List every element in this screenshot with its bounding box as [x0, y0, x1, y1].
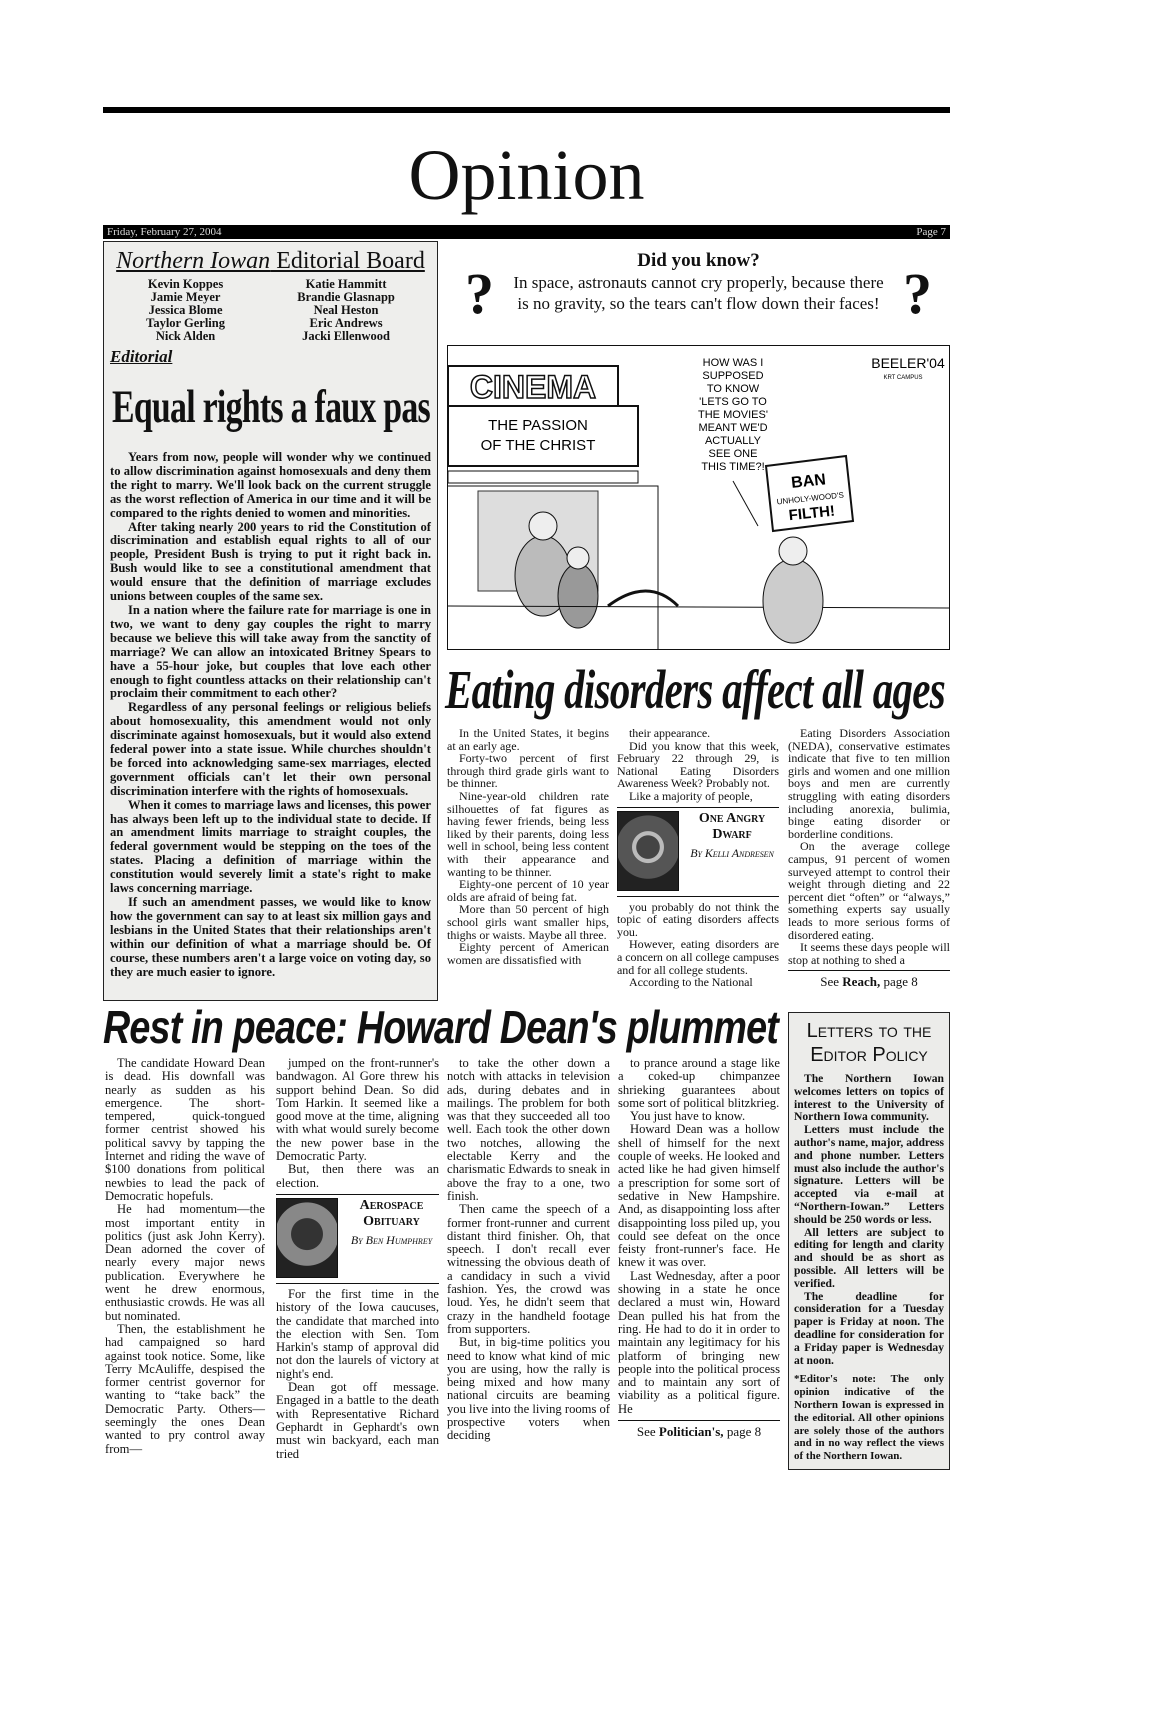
- board-member: Jessica Blome: [148, 303, 223, 317]
- paragraph: Years from now, people will wonder why we continued to allow discrimination against homosexuals and deny them the right to marry. We'll look back on the current struggle as the worst reflection of America in our time and it will be compared to the rights denied to women and minorities.: [110, 450, 431, 520]
- paragraph: Did you know that this week, February 22 through 29, is National Eating Disorders Awareness Week? Probably not.: [617, 738, 779, 791]
- paragraph: The candidate Howard Dean is dead. His downfall was nearly as sudden as his emergence. The short-tempered, quick-tongued former centrist showed his political savvy by tapping the Internet and riding the wave of $100 donations from political newbies to lead the pack of Democratic hopefuls.: [105, 1056, 265, 1203]
- paragraph: Regardless of any personal feelings or religious beliefs about homosexuality, this amendment would not only discriminate against homosexuals, but it would also extend federal power into a state issue. While churches shouldn't be forced into acknowledging same-sex marriages, elected government officials can't let their own personal discrimination interfere with the rights of homosexuals.: [110, 700, 431, 798]
- date-bar: [103, 225, 950, 239]
- columnist-photo: [276, 1198, 338, 1278]
- editorial-body: [110, 451, 431, 979]
- letters-policy-body: [794, 1073, 944, 1367]
- byline: By Kelli Andresen: [690, 845, 774, 860]
- jump-line-politicians[interactable]: [618, 1420, 780, 1439]
- paragraph: For the first time in the history of the Iowa caucuses, the candidate that marched into the election with Sen. Tom Harkin's stamp of approval did not don the laurels of victory at night's end.: [276, 1286, 439, 1381]
- cartoon-speech: [698, 357, 768, 473]
- cartoon-drawing: [448, 346, 950, 650]
- speech-line: THE MOVIES': [698, 409, 768, 421]
- question-mark-icon: ?: [465, 261, 494, 326]
- eating-column-2-top: [617, 727, 779, 803]
- editorial-cartoon: [447, 345, 950, 650]
- column-name: [685, 811, 779, 893]
- editors-note: *Editor's note: The only opinion indicative of the Northern Iowan is expressed in the editorial. All other opinions are solely those of the authors and in no way reflect the views of the Northern Iowan.: [794, 1373, 944, 1463]
- sign-line1: BAN: [790, 471, 827, 492]
- column-title: Aerospace Obituary: [359, 1197, 424, 1229]
- jump-name: Politician's,: [658, 1424, 724, 1440]
- paragraph: Last Wednesday, after a poor showing in a state he once declared a must win, Howard Dean pulled his hat from the ring. He had to do it in order to maintain any legitimacy for his platform of bringing new people into the political process and to maintain any sort of viability as a political figure. He: [618, 1268, 780, 1416]
- paragraph: to prance around a stage like a coked-up chimpanzee shrieking guarantees about some sort of political blitzkrieg.: [618, 1056, 780, 1110]
- cartoon-signature: BEELER'04: [871, 355, 945, 371]
- dean-column-1: [105, 1057, 265, 1456]
- letters-policy-box: [788, 1012, 950, 1470]
- paragraph: In the United States, it begins at an early age.: [447, 726, 609, 753]
- paragraph: to take the other down a notch with attacks in television ads, during debates and in mailings. The problem for both was that they succeeded all too well. Each took the other down two notches, allowing the electable Kerry and the charismatic Edwards to sneak in above the fray to a one, two finish.: [447, 1056, 610, 1203]
- paragraph: After taking nearly 200 years to rid the Constitution of discrimination and establish equal rights to all of our people, President Bush is trying to put it right back in. Bush would like to see a constitutional amendment that would ensure that the definition of marriage excludes unions between couples of the same sex.: [110, 519, 431, 604]
- paragraph: On the average college campus, 91 percent of women surveyed attempt to control their weight through dieting and 22 percent diet “often” or “always,” something experts say usually leads to more serious forms of disordered eating.: [788, 839, 950, 942]
- paragraph: you probably do not think the topic of eating disorders affects you.: [617, 899, 779, 939]
- paper-name: Northern Iowan: [116, 248, 271, 274]
- columnist-photo: [617, 811, 679, 891]
- eating-disorders-headline: Eating disorders affect all ages: [445, 659, 945, 720]
- eating-column-3: [788, 727, 950, 989]
- paragraph: Eighty percent of American women are dissatisfied with: [447, 940, 609, 967]
- paragraph: Eighty-one percent of 10 year olds are afraid of being fat.: [447, 877, 609, 904]
- paragraph: The Northern Iowan welcomes letters on topics of interest to the University of Northern Iowa community.: [794, 1072, 944, 1124]
- paragraph: It seems these days people will stop at nothing to shed a: [788, 940, 950, 967]
- sign-line3: FILTH!: [787, 502, 836, 525]
- question-mark-icon: ?: [903, 261, 932, 326]
- editorial-board-list: [110, 278, 431, 343]
- jump-name: Reach,: [842, 974, 881, 990]
- section-title: Opinion: [408, 135, 645, 215]
- board-member: Eric Andrews: [309, 316, 383, 330]
- speech-line: SUPPOSED: [702, 370, 764, 382]
- speech-line: THIS TIME?!: [701, 461, 765, 473]
- paragraph: Like a majority of people,: [629, 788, 753, 803]
- paragraph: Nine-year-old children rate silhouettes of fat figures as having fewer friends, being less liked by their parents, doing less well in school, being less content with their appearance and wanting to be thinner.: [447, 788, 609, 879]
- paragraph: Then came the speech of a former front-runner and current distant third finisher. Oh, that speech. I don't recall ever witnessing the obvious death of a candidacy in such a vivid fashion. Yes, the crowd was loud. Yes, he didn't seem that crazy in the handheld footage from supporters.: [447, 1202, 610, 1336]
- paragraph: You just have to know.: [630, 1109, 746, 1124]
- did-you-know-fact: In space, astronauts cannot cry properly, because there is no gravity, so the tears can't flow down their faces!: [513, 273, 884, 313]
- editorial-headline: Equal rights a faux pas: [112, 381, 430, 433]
- cartoon-movie-line1: THE PASSION: [488, 417, 588, 434]
- paragraph: All letters are subject to editing for length and clarity and should be as short as possible. All letters will be verified.: [794, 1225, 944, 1290]
- column-header-box: [276, 1194, 439, 1284]
- issue-date: Friday, February 27, 2004: [107, 226, 222, 238]
- speech-line: ACTUALLY: [704, 435, 762, 447]
- column-title: One Angry Dwarf: [698, 810, 766, 842]
- dean-column-4-text: [618, 1057, 780, 1416]
- board-member: Neal Heston: [313, 303, 379, 317]
- speech-line: TO KNOW: [706, 383, 760, 395]
- eating-column-1: [447, 727, 609, 966]
- jump-line-reach[interactable]: [788, 970, 950, 989]
- speech-line: HOW WAS I: [702, 357, 764, 369]
- board-right: [297, 278, 395, 343]
- board-member: Jamie Meyer: [150, 290, 221, 304]
- paragraph: However, eating disorders are a concern on all college campuses and for all college students.: [617, 937, 779, 977]
- board-title-text: Editorial Board: [270, 248, 425, 274]
- paragraph: Howard Dean was a hollow shell of himself for the next couple of weeks. He looked and acted like he had given himself a prescription for some sort of sedative in New Hampshire. And, as disappointing loss after disappointing loss piled up, you could see defeat on the once feisty front-runner's face. He knew it was over.: [618, 1122, 780, 1270]
- paragraph: The deadline for consideration for a Tuesday paper is Friday at noon. The deadline for consideration for a Friday paper is Wednesday at noon.: [794, 1289, 944, 1367]
- dean-column-3: [447, 1057, 610, 1443]
- speech-line: SEE ONE: [708, 448, 758, 460]
- column-name: [344, 1198, 439, 1280]
- byline: By Ben Humphrey: [350, 1232, 433, 1247]
- board-member: Jacki Ellenwood: [302, 329, 390, 343]
- paragraph: If such an amendment passes, we would like to know how the government can say to at least six million gays and lesbians in the United States that their relationships aren't within our definition of what a marriage should be. Of course, these numbers aren't a large voice on voting day, so they are much easier to ignore.: [110, 895, 431, 979]
- board-member: Taylor Gerling: [146, 316, 225, 330]
- eating-column-2: [617, 727, 779, 989]
- eating-column-2-bottom: [617, 901, 779, 989]
- board-member: Brandie Glasnapp: [297, 290, 395, 304]
- dean-column-2-top: [276, 1057, 439, 1190]
- paragraph: According to the National: [629, 975, 753, 990]
- letters-policy-title: Letters to the Editor Policy: [806, 1020, 932, 1066]
- sign-line2: UNHOLY-WOOD'S: [776, 490, 845, 507]
- board-left: [146, 278, 225, 343]
- jump-suffix: page 8: [723, 1424, 762, 1440]
- did-you-know-box: [447, 250, 950, 340]
- paragraph: jumped on the front-runner's bandwagon. Al Gore threw his support behind Dean. So did Tom Harkin. It seemed like a good move at the time, aligning with what would surely become the new power base in the Democratic Party.: [276, 1056, 439, 1164]
- paragraph: Then, the establishment he had campaigned so hard against took notice. Some, like Terry McAuliffe, despised the former centrist governor for wanting to “take back” the Democratic Party. Others—seemingly the ones Dean wanted to pry control away from—: [105, 1321, 265, 1456]
- editorial-box: [103, 241, 438, 1001]
- paragraph: But, in big-time politics you need to know what kind of mic you are using, how the rally is being mixed and how many national circuits are beaming you live into the living rooms of prospective voters when deciding: [447, 1335, 611, 1443]
- board-member: Nick Alden: [155, 329, 216, 343]
- jump-prefix: See: [636, 1424, 659, 1440]
- board-member: Katie Hammitt: [305, 277, 387, 291]
- dean-column-2-bottom: [276, 1288, 439, 1461]
- paragraph: In a nation where the failure rate for marriage is one in two, we want to deny gay couples the right to marry because we believe this will take away from the sanctity of marriage? We can allow an intoxicated Britney Spears to have a 55-hour joke, but couples that love each other enough to fight countless attacks on their relationship can't proclaim their commitment to each other?: [110, 602, 431, 701]
- paragraph: More than 50 percent of high school girls want smaller hips, thighs or waists. Maybe all three.: [447, 902, 609, 942]
- paragraph: When it comes to marriage laws and licenses, this power has always been left up to the individual state to decide. If an amendment limits marriage to straight couples, the federal government would be stepping on the toes of the states. Placing a definition of marriage within the constitution would severely limit a state's right to make laws concerning marriage.: [110, 797, 431, 896]
- cartoon-movie-line2: OF THE CHRIST: [480, 437, 596, 454]
- paragraph: He had momentum—the most important entity in politics (just ask John Kerry). Dean adorned the cover of nearly every major news publication. Everywhere he went he drew enormous, enthusiastic crowds. He was all but nominated.: [105, 1202, 265, 1323]
- top-rule: [103, 107, 950, 113]
- board-member: Kevin Koppes: [147, 277, 224, 291]
- page-number: Page 7: [916, 226, 946, 238]
- dean-column-2: [276, 1057, 439, 1461]
- dean-column-4: [618, 1057, 780, 1439]
- paragraph: Letters must include the author's name, major, address and phone number. Letters must also include the author's signature. Letters will be accepted via e-mail at “Northern-Iowan.” Letters should be 250 words or less.: [794, 1123, 944, 1226]
- paragraph: their appearance.: [629, 726, 711, 740]
- paragraph: Forty-two percent of first through third grade girls want to be thinner.: [447, 751, 609, 791]
- speech-line: MEANT WE'D: [698, 422, 768, 434]
- paragraph: Dean got off message. Engaged in a battle to the death with Representative Richard Gephardt in Gephardt's own must win backyard, each man tried: [276, 1380, 439, 1461]
- dean-headline: Rest in peace: Howard Dean's plummet: [103, 1001, 778, 1053]
- jump-suffix: page 8: [880, 974, 918, 990]
- jump-prefix: See: [820, 974, 843, 990]
- editorial-label: Editorial: [110, 347, 173, 366]
- paragraph: But, then there was an election.: [276, 1162, 439, 1190]
- eating-column-3-text: [788, 727, 950, 966]
- did-you-know-title: Did you know?: [637, 250, 760, 271]
- speech-line: 'LETS GO TO: [699, 396, 767, 408]
- column-header-box: [617, 807, 779, 897]
- cartoon-agency: KRT CAMPUS: [883, 375, 923, 381]
- cartoon-marquee: CINEMA: [469, 369, 597, 405]
- paragraph: Eating Disorders Association (NEDA), conservative estimates indicate that five to ten million girls and women and one million boys and men are currently struggling with eating disorders including anorexia, bulimia, binge eating disorder or borderline conditions.: [788, 726, 950, 841]
- editorial-board-title: [110, 248, 431, 274]
